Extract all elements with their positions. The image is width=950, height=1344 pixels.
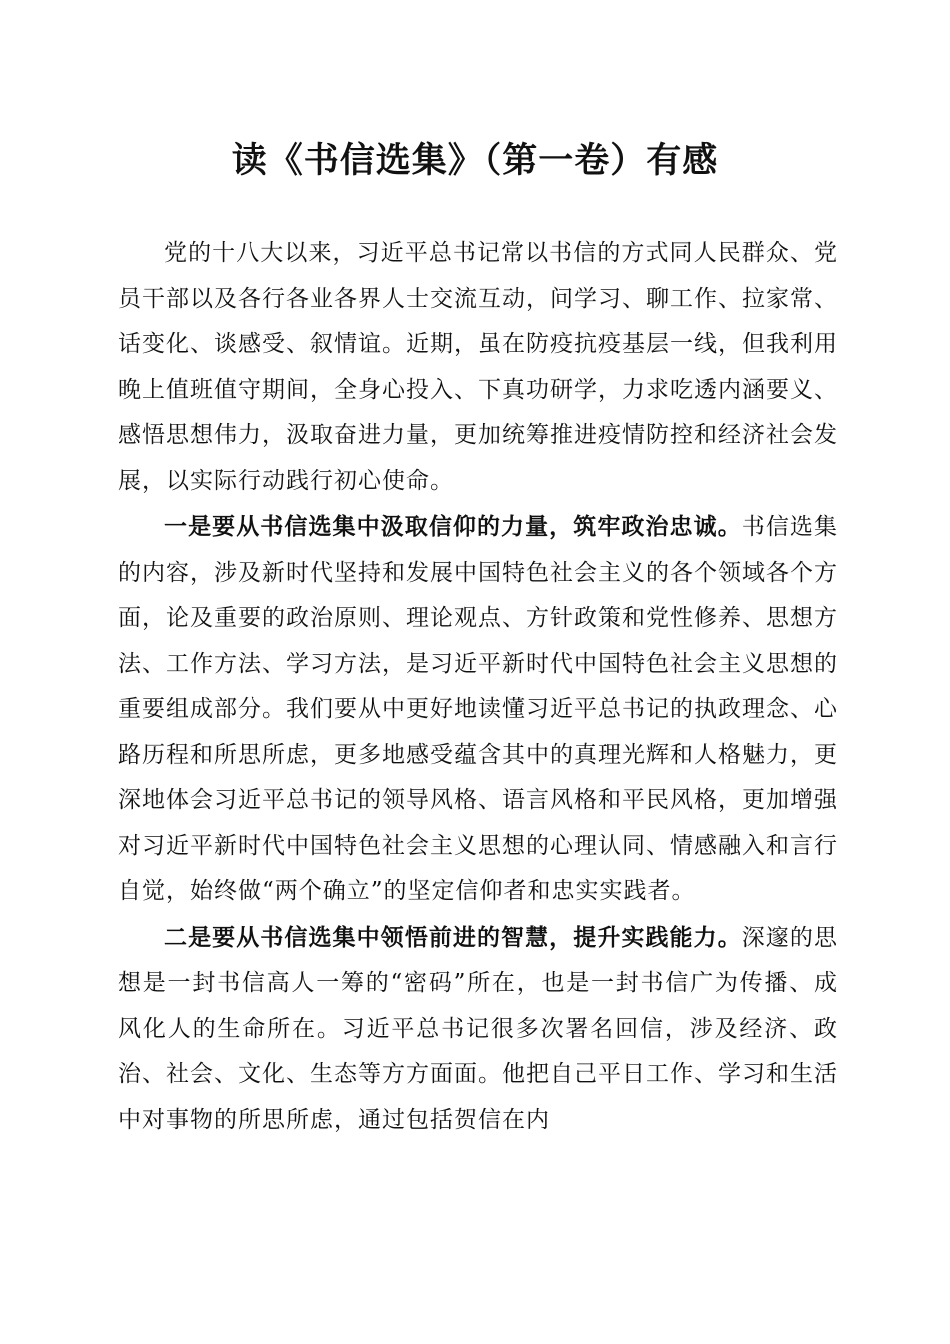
document-title: 读《书信选集》（第一卷）有感 — [231, 140, 719, 181]
paragraph-lead: 二是要从书信选集中领悟前进的智慧，提升实践能力。 — [164, 923, 742, 951]
paragraph-text: 党的十八大以来，习近平总书记常以书信的方式同人民群众、党员干部以及各行各业各界人士交流互动，问学习、聊工作、拉家常、话变化、谈感受、叙情谊。近期，虽在防疫抗疫基层一线，但我利用晚上值班值守期间，全身心投入、下真功研学，力求吃透内涵要义、感悟思想伟力，汲取奋进力量，更加统筹推进疫情防控和经济社会发展，以实际行动践行初心使命。 — [118, 240, 838, 494]
paragraph-point-one — [118, 504, 838, 915]
paragraph-text: 深邃的思想是一封书信高人一筹的“密码”所在，也是一封书信广为传播、成风化人的生命所在。习近平总书记很多次署名回信，涉及经济、政治、社会、文化、生态等方方面面。他把自己平日工作、学习和生活中对事物的所思所虑，通过包括贺信在内 — [118, 924, 839, 1133]
paragraph-lead: 一是要从书信选集中汲取信仰的力量，筑牢政治忠诚。 — [164, 513, 742, 540]
paragraph-text: 书信选集的内容，涉及新时代坚持和发展中国特色社会主义的各个领域各个方面，论及重要的政治原则、理论观点、方针政策和党性修养、思想方法、工作方法、学习方法，是习近平新时代中国特色社会主义思想的重要组成部分。我们要从中更好地读懂习近平总书记的执政理念、心路历程和所思所虑，更多地感受蕴含其中的真理光辉和人格魅力，更深地体会习近平总书记的领导风格、语言风格和平民风格，更加增强对习近平新时代中国特色社会主义思想的心理认同、情感融入和言行自觉，始终做“两个确立”的坚定信仰者和忠实实践者。 — [118, 514, 839, 904]
document-body — [118, 230, 838, 1143]
paragraph-point-two — [118, 915, 838, 1144]
paragraph-intro — [118, 230, 838, 504]
